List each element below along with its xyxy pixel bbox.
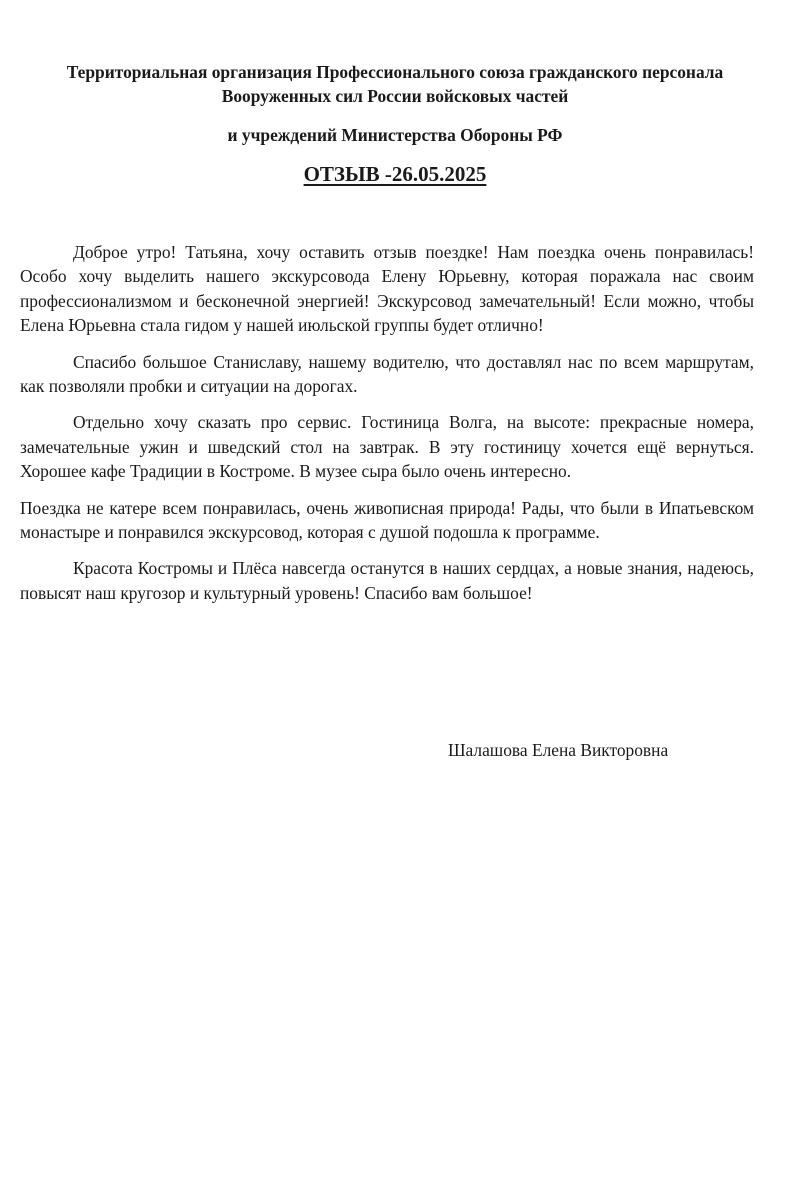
signature-name: Шалашова Елена Викторовна xyxy=(448,740,669,760)
header-org-line-2: Вооруженных сил России войсковых частей xyxy=(221,86,569,106)
review-body xyxy=(20,240,754,617)
header-org-line-3: и учреждений Министерства Обороны РФ xyxy=(227,125,563,145)
document-title: ОТЗЫВ -26.05.2025 xyxy=(303,162,487,186)
paragraph-boat-trip: Поездка не катере всем понравилась, очень живописная природа! Рады, что были в Ипатьевском монастыре и понравился экскурсовод, которая с душой подошла к программе. xyxy=(20,497,754,543)
paragraph-driver: Спасибо большое Станиславу, нашему водителю, что доставлял нас по всем маршрутам, как позволяли пробки и ситуации на дорогах. xyxy=(20,351,754,397)
paragraph-closing: Красота Костромы и Плёса навсегда останутся в наших сердцах, а новые знания, надеюсь, повысят наш кругозор и культурный уровень! Спасибо вам большое! xyxy=(20,558,754,603)
header-org-line-1: Территориальная организация Профессионального союза гражданского персонала xyxy=(66,62,724,82)
paragraph-service: Отдельно хочу сказать про сервис. Гостиница Волга, на высоте: прекрасные номера, замечательные ужин и шведский стол на завтрак. В эту гостиницу хочется ещё вернуться. Хорошее кафе Традиции в Костроме. В музее сыра было очень интересно. xyxy=(20,412,754,482)
paragraph-guide: Доброе утро! Татьяна, хочу оставить отзыв поездке! Нам поездка очень понравилась! Особо хочу выделить нашего экскурсовода Елену Юрьевну, которая поражала нас своим профессионализмом и бесконечной энергией! Экскурсовод замечательный! Если можно, чтобы Елена Юрьевна стала гидом у нашей июльской группы будет отлично! xyxy=(20,242,754,336)
